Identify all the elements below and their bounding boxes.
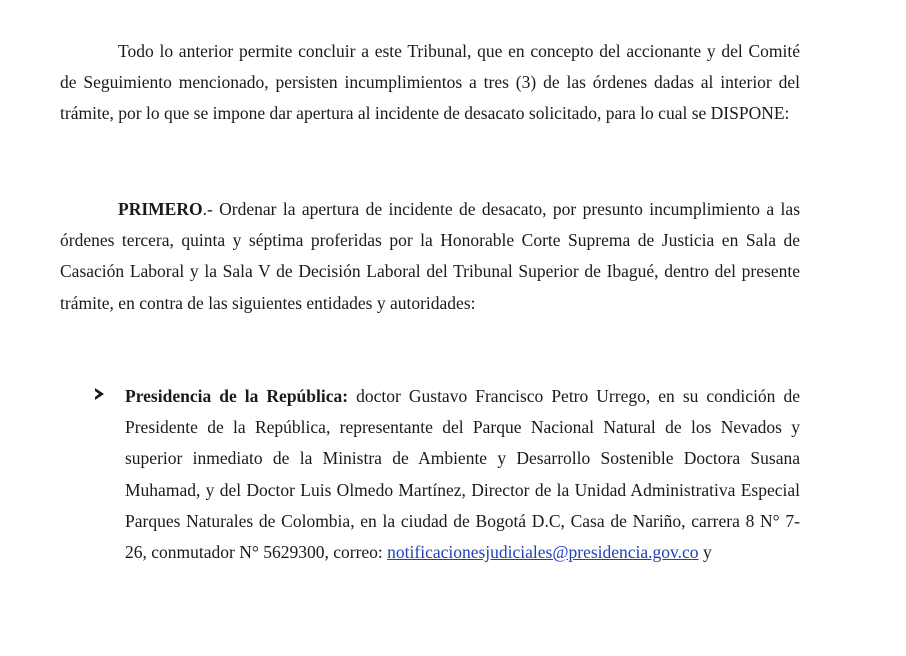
primero-text: .- Ordenar la apertura de incidente de desacato, por presunto incumplimiento a las órdenes tercera, quinta y séptima proferidas por la Honorable Corte Suprema de Justicia en Sala de Casación Laboral y la Sala V de Decisión Laboral del Tribunal Superior de Ibagué, dentro del presente trámite, en contra de las siguientes entidades y autoridades: (60, 199, 800, 313)
paragraph-conclusion-text: Todo lo anterior permite concluir a este Tribunal, que en concepto del accionante y del Comité de Seguimiento mencionado, persisten incumplimientos a tres (3) de las órdenes dadas al interior del trámite, por lo que se impone dar apertura al incidente de desacato solicitado, para lo cual se DISPONE: (60, 41, 800, 124)
bullet-presidencia (125, 381, 800, 568)
bullet-presidencia-trailing: y (698, 542, 712, 563)
primero-heading: PRIMERO (118, 199, 203, 219)
paragraph-primero (60, 194, 800, 319)
bullet-presidencia-heading: Presidencia de la República: (125, 386, 349, 406)
bullet-presidencia-text: doctor Gustavo Francisco Petro Urrego, en su condición de Presidente de la República, representante del Parque Nacional Natural de los Nevados y superior inmediato de la Ministra de Ambiente y Desarrollo Sostenible Doctora Susana Muhamad, y del Doctor Luis Olmedo Martínez, Director de la Unidad Administrativa Especial Parques Naturales de Colombia, en la ciudad de Bogotá D.C, Casa de Nariño, carrera 8 N° 7-26, conmutador N° 5629300, correo: (125, 386, 800, 563)
paragraph-conclusion (60, 36, 800, 130)
email-link[interactable]: notificacionesjudiciales@presidencia.gov.co (387, 542, 699, 563)
bullet-arrow-icon (95, 388, 104, 400)
